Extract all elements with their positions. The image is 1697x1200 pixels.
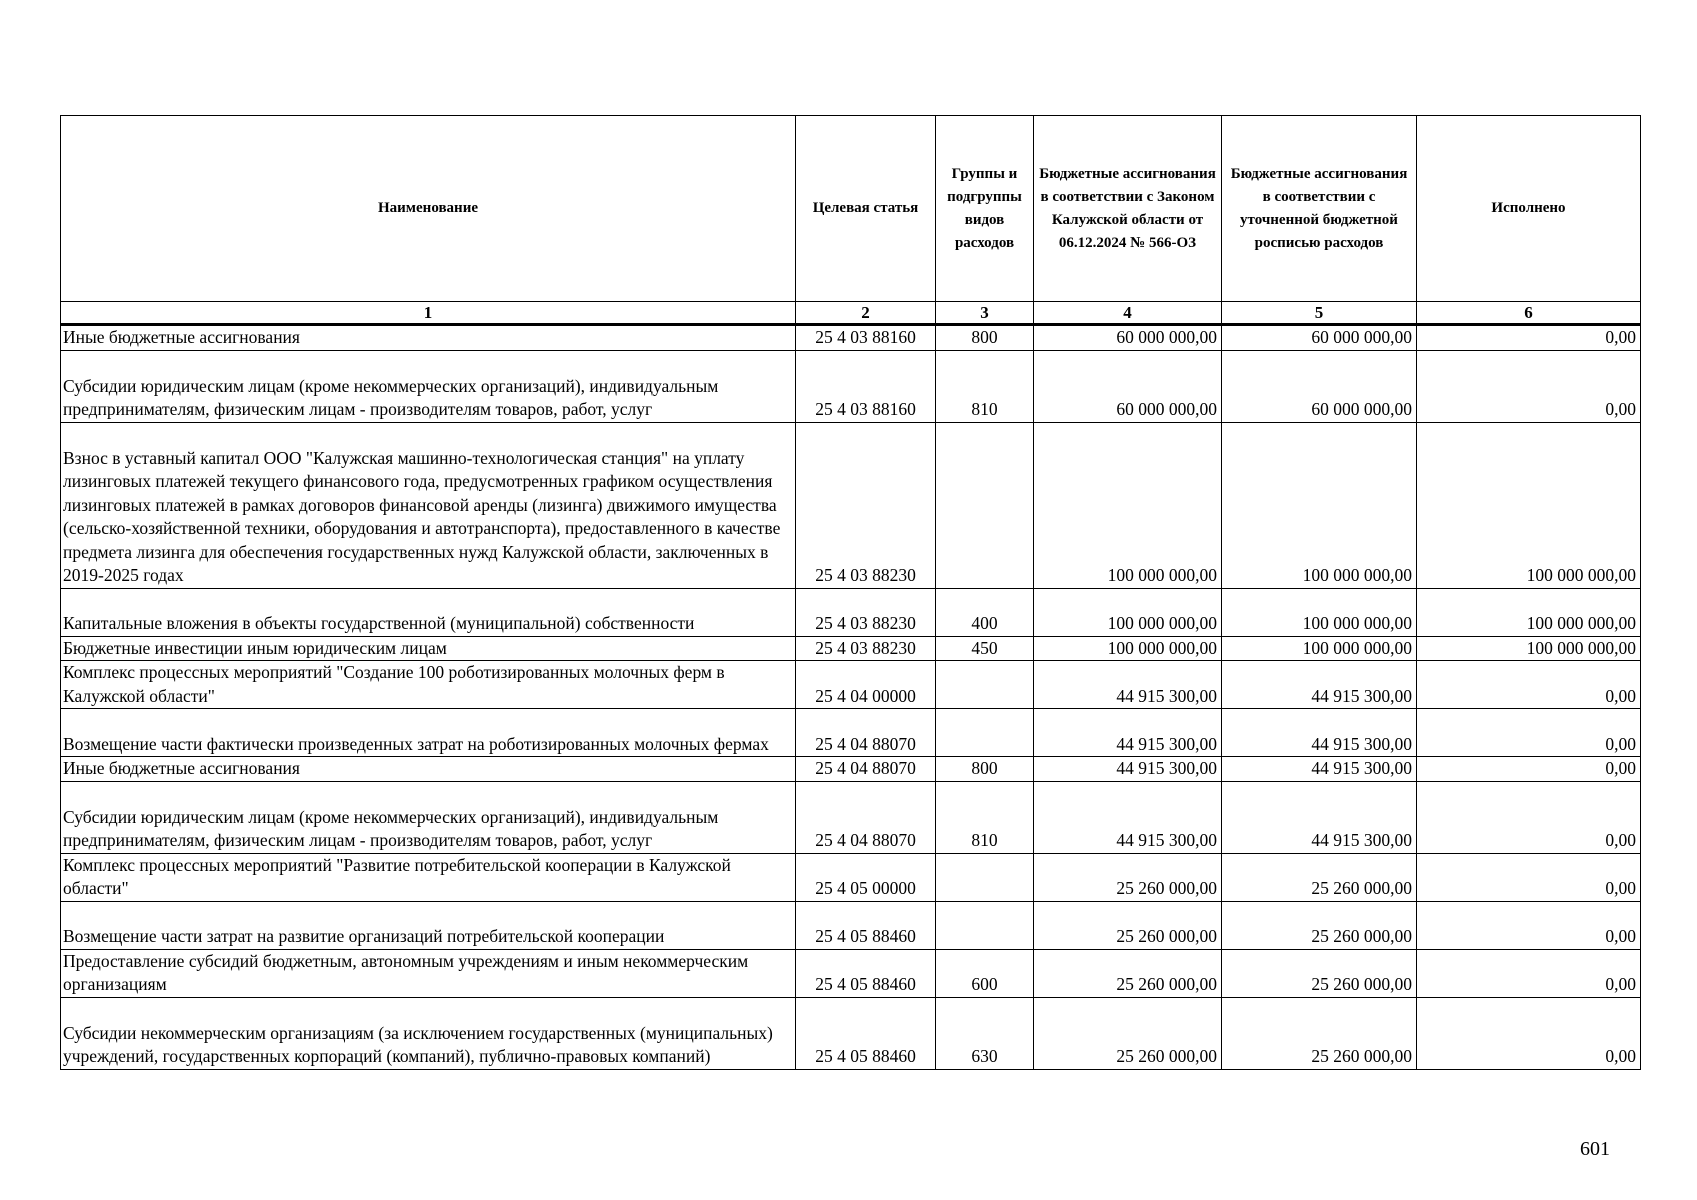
row-name: Комплекс процессных мероприятий "Развитие потребительской кооперации в Калужской области" bbox=[61, 853, 796, 901]
row-law-amount: 44 915 300,00 bbox=[1034, 781, 1222, 853]
header-name: Наименование bbox=[61, 116, 796, 302]
column-number-row bbox=[61, 302, 1641, 325]
row-executed-amount: 0,00 bbox=[1417, 781, 1641, 853]
row-target-article: 25 4 05 88460 bbox=[796, 901, 936, 949]
row-refined-amount: 25 260 000,00 bbox=[1222, 949, 1417, 997]
row-law-amount: 44 915 300,00 bbox=[1034, 709, 1222, 757]
row-law-amount: 44 915 300,00 bbox=[1034, 661, 1222, 709]
row-law-amount: 60 000 000,00 bbox=[1034, 350, 1222, 422]
row-executed-amount: 0,00 bbox=[1417, 949, 1641, 997]
header-row bbox=[61, 116, 1641, 302]
row-refined-amount: 25 260 000,00 bbox=[1222, 853, 1417, 901]
row-name: Комплекс процессных мероприятий "Создание 100 роботизированных молочных ферм в Калужской области" bbox=[61, 661, 796, 709]
column-number: 2 bbox=[796, 302, 936, 325]
row-refined-amount: 100 000 000,00 bbox=[1222, 636, 1417, 661]
column-number: 3 bbox=[936, 302, 1034, 325]
table-row bbox=[61, 949, 1641, 997]
column-number: 6 bbox=[1417, 302, 1641, 325]
row-law-amount: 25 260 000,00 bbox=[1034, 949, 1222, 997]
header-refined-allocations: Бюджетные ассигнования в соответствии с уточненной бюджетной росписью расходов bbox=[1222, 116, 1417, 302]
header-target-article: Целевая статья bbox=[796, 116, 936, 302]
row-name: Возмещение части фактически произведенных затрат на роботизированных молочных фермах bbox=[61, 709, 796, 757]
row-refined-amount: 100 000 000,00 bbox=[1222, 588, 1417, 636]
row-law-amount: 25 260 000,00 bbox=[1034, 901, 1222, 949]
row-target-article: 25 4 03 88160 bbox=[796, 350, 936, 422]
table-row bbox=[61, 997, 1641, 1069]
column-number: 5 bbox=[1222, 302, 1417, 325]
row-refined-amount: 60 000 000,00 bbox=[1222, 350, 1417, 422]
row-executed-amount: 0,00 bbox=[1417, 709, 1641, 757]
row-executed-amount: 100 000 000,00 bbox=[1417, 422, 1641, 588]
row-law-amount: 100 000 000,00 bbox=[1034, 588, 1222, 636]
row-law-amount: 25 260 000,00 bbox=[1034, 997, 1222, 1069]
table-row bbox=[61, 757, 1641, 782]
row-expense-group: 600 bbox=[936, 949, 1034, 997]
row-name: Иные бюджетные ассигнования bbox=[61, 325, 796, 351]
row-executed-amount: 0,00 bbox=[1417, 757, 1641, 782]
row-refined-amount: 25 260 000,00 bbox=[1222, 997, 1417, 1069]
table-row bbox=[61, 325, 1641, 351]
row-target-article: 25 4 04 88070 bbox=[796, 757, 936, 782]
table-row bbox=[61, 588, 1641, 636]
row-executed-amount: 0,00 bbox=[1417, 853, 1641, 901]
row-expense-group bbox=[936, 901, 1034, 949]
row-executed-amount: 0,00 bbox=[1417, 661, 1641, 709]
row-target-article: 25 4 03 88230 bbox=[796, 588, 936, 636]
table-row bbox=[61, 636, 1641, 661]
row-target-article: 25 4 04 00000 bbox=[796, 661, 936, 709]
row-name: Субсидии юридическим лицам (кроме некоммерческих организаций), индивидуальным предпринимателям, физическим лицам - производителям товаров, работ, услуг bbox=[61, 350, 796, 422]
row-law-amount: 44 915 300,00 bbox=[1034, 757, 1222, 782]
column-number: 1 bbox=[61, 302, 796, 325]
row-law-amount: 100 000 000,00 bbox=[1034, 422, 1222, 588]
table-row bbox=[61, 901, 1641, 949]
row-target-article: 25 4 03 88230 bbox=[796, 422, 936, 588]
page-number: 601 bbox=[1580, 1138, 1610, 1160]
row-name: Капитальные вложения в объекты государственной (муниципальной) собственности bbox=[61, 588, 796, 636]
row-expense-group bbox=[936, 422, 1034, 588]
row-name: Возмещение части затрат на развитие организаций потребительской кооперации bbox=[61, 901, 796, 949]
row-target-article: 25 4 03 88160 bbox=[796, 325, 936, 351]
row-expense-group bbox=[936, 661, 1034, 709]
row-law-amount: 25 260 000,00 bbox=[1034, 853, 1222, 901]
row-name: Субсидии некоммерческим организациям (за исключением государственных (муниципальных) учреждений, государственных корпораций (компаний), публично-правовых компаний) bbox=[61, 997, 796, 1069]
row-executed-amount: 0,00 bbox=[1417, 350, 1641, 422]
row-name: Бюджетные инвестиции иным юридическим лицам bbox=[61, 636, 796, 661]
row-name: Иные бюджетные ассигнования bbox=[61, 757, 796, 782]
row-executed-amount: 100 000 000,00 bbox=[1417, 588, 1641, 636]
table-row bbox=[61, 350, 1641, 422]
row-expense-group: 810 bbox=[936, 781, 1034, 853]
row-target-article: 25 4 03 88230 bbox=[796, 636, 936, 661]
row-target-article: 25 4 05 88460 bbox=[796, 949, 936, 997]
row-expense-group: 800 bbox=[936, 325, 1034, 351]
row-name: Субсидии юридическим лицам (кроме некоммерческих организаций), индивидуальным предпринимателям, физическим лицам - производителям товаров, работ, услуг bbox=[61, 781, 796, 853]
row-refined-amount: 100 000 000,00 bbox=[1222, 422, 1417, 588]
budget-table-sheet bbox=[60, 115, 1640, 1070]
header-law-allocations: Бюджетные ассигнования в соответствии с Законом Калужской области от 06.12.2024 № 566-ОЗ bbox=[1034, 116, 1222, 302]
row-name: Взнос в уставный капитал ООО "Калужская машинно-технологическая станция" на уплату лизинговых платежей текущего финансового года, предусмотренных графиком осуществления лизинговых платежей в рамках договоров финансовой аренды (лизинга) движимого имущества (сельско-хозяйственной техники, оборудования и автотранспорта), предоставленного в качестве предмета лизинга для обеспечения государственных нужд Калужской области, заключенных в 2019-2025 годах bbox=[61, 422, 796, 588]
row-refined-amount: 60 000 000,00 bbox=[1222, 325, 1417, 351]
row-target-article: 25 4 05 88460 bbox=[796, 997, 936, 1069]
row-expense-group: 450 bbox=[936, 636, 1034, 661]
row-law-amount: 100 000 000,00 bbox=[1034, 636, 1222, 661]
row-expense-group: 800 bbox=[936, 757, 1034, 782]
row-refined-amount: 44 915 300,00 bbox=[1222, 661, 1417, 709]
row-executed-amount: 0,00 bbox=[1417, 325, 1641, 351]
row-name: Предоставление субсидий бюджетным, автономным учреждениям и иным некоммерческим организациям bbox=[61, 949, 796, 997]
row-executed-amount: 100 000 000,00 bbox=[1417, 636, 1641, 661]
table-row bbox=[61, 661, 1641, 709]
row-refined-amount: 44 915 300,00 bbox=[1222, 709, 1417, 757]
table-row bbox=[61, 422, 1641, 588]
row-target-article: 25 4 05 00000 bbox=[796, 853, 936, 901]
row-refined-amount: 44 915 300,00 bbox=[1222, 757, 1417, 782]
row-target-article: 25 4 04 88070 bbox=[796, 709, 936, 757]
row-executed-amount: 0,00 bbox=[1417, 901, 1641, 949]
row-law-amount: 60 000 000,00 bbox=[1034, 325, 1222, 351]
table-row bbox=[61, 853, 1641, 901]
header-executed: Исполнено bbox=[1417, 116, 1641, 302]
row-expense-group bbox=[936, 853, 1034, 901]
row-expense-group: 810 bbox=[936, 350, 1034, 422]
row-expense-group bbox=[936, 709, 1034, 757]
row-target-article: 25 4 04 88070 bbox=[796, 781, 936, 853]
row-expense-group: 400 bbox=[936, 588, 1034, 636]
row-executed-amount: 0,00 bbox=[1417, 997, 1641, 1069]
header-expense-groups: Группы и подгруппы видов расходов bbox=[936, 116, 1034, 302]
column-number: 4 bbox=[1034, 302, 1222, 325]
row-refined-amount: 25 260 000,00 bbox=[1222, 901, 1417, 949]
table-row bbox=[61, 709, 1641, 757]
table-row bbox=[61, 781, 1641, 853]
row-expense-group: 630 bbox=[936, 997, 1034, 1069]
row-refined-amount: 44 915 300,00 bbox=[1222, 781, 1417, 853]
budget-table bbox=[60, 115, 1641, 1070]
